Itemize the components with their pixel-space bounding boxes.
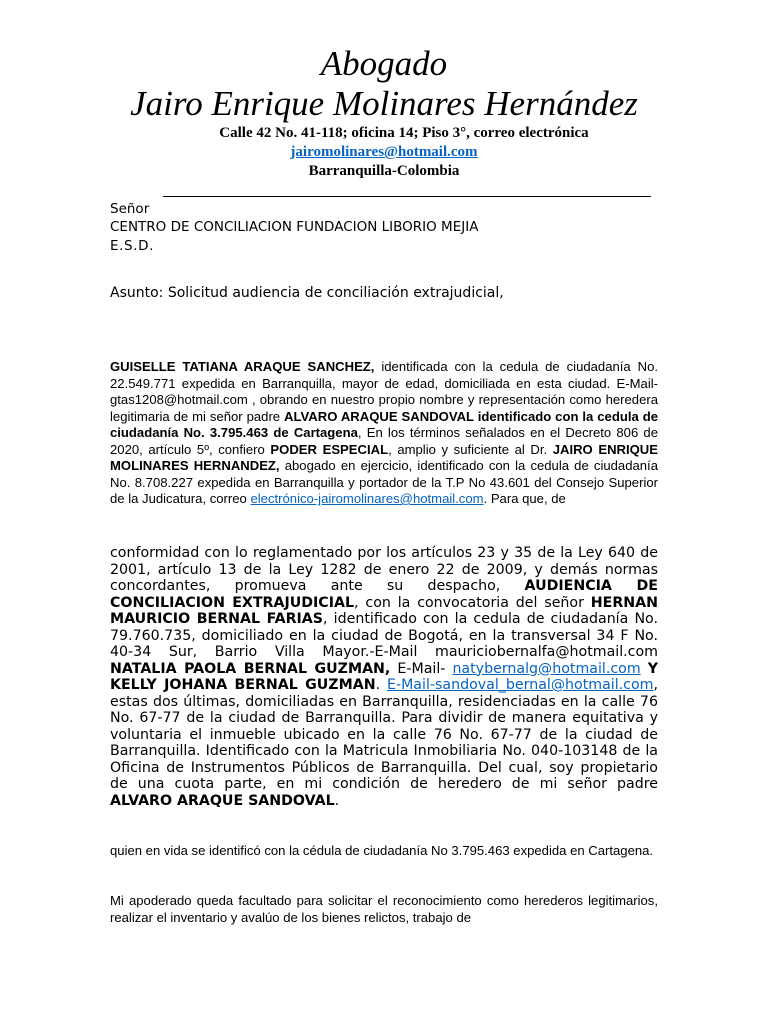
convened-kelly: Y KELLY JOHANA BERNAL GUZMAN [110, 660, 658, 693]
audiencia-title: AUDIENCIA DE CONCILIACION EXTRAJUDICIAL [110, 578, 659, 611]
attorney-email-link[interactable]: electrónico-jairomolinares@hotmail.com [250, 491, 484, 506]
header-divider [163, 196, 651, 197]
addressee-salutation: Señor [110, 201, 150, 217]
father-name: ALVARO ARAQUE SANDOVAL [110, 792, 335, 809]
p1-text-e: . Para que, de [483, 491, 566, 506]
p2-text-a: conformidad con lo reglamentado por los artículos 23 y 35 de la Ley 640 de 2001, artículo 13 de la Ley 1282 de enero 22 de 2009, y demás normas concordantes, promueva ante su despacho, [110, 545, 658, 594]
header-city: Barranquilla-Colombia [308, 163, 460, 179]
p1-text-d: abogado en ejercicio, identificado con la cedula de ciudadanía No. 8.708.227 expedida en Barranquilla y portador de la T.P No 43.601 del Consejo Superior de la Judicatura, correo [110, 458, 658, 506]
header-title-name: Jairo Enrique Molinares Hernández [130, 84, 638, 123]
header-address: Calle 42 No. 41-118; oficina 14; Piso 3°, correo electrónica [219, 125, 589, 141]
p2-text-b: , con la convocatoria del señor [354, 594, 591, 611]
grantor-name: GUISELLE TATIANA ARAQUE SANCHEZ, [110, 359, 375, 374]
p2-text-c: , identificado con la cedula de ciudadanía No. 79.760.735, domiciliado en la ciudad de Bogotá, en la transversal 34 F No. 40-34 Sur, Barrio Villa Mayor.-E-Mail mauriciobernalfa@hotmail.com [110, 611, 658, 660]
p1-text-b: , En los términos señalados en el Decreto 806 de 2020, artículo 5º, confiero [110, 425, 658, 457]
body-paragraph-3: quien en vida se identificó con la cédula de ciudadanía No 3.795.463 expedida en Cartagena. [110, 843, 654, 858]
attorney-name: JAIRO ENRIQUE MOLINARES HERNANDEZ, [110, 441, 658, 473]
p2-text-h: . [334, 792, 340, 809]
header-email [0, 143, 768, 161]
p2-text-e [641, 661, 648, 677]
convened-natalia: NATALIA PAOLA BERNAL GUZMAN, [110, 660, 391, 677]
p1-text-c: , amplio y suficiente al Dr. [388, 441, 553, 457]
body-paragraph-1 [110, 359, 658, 508]
body-paragraph-4: Mi apoderado queda facultado para solicitar el reconocimiento como herederos legitimarios, realizar el inventario y avalúo de los bienes relictos, trabajo de [110, 893, 658, 925]
addressee-organization: CENTRO DE CONCILIACION FUNDACION LIBORIO MEJIA [110, 219, 479, 235]
subject-line: Asunto: Solicitud audiencia de conciliación extrajudicial, [110, 285, 504, 301]
p2-text-d: E-Mail- [390, 660, 453, 677]
kelly-email-link[interactable]: E-Mail-sandoval_bernal@hotmail.com [386, 677, 654, 693]
body-paragraph-2 [110, 545, 658, 809]
header-email-link[interactable]: jairomolinares@hotmail.com [290, 144, 478, 160]
header-title-abogado: Abogado [320, 44, 448, 83]
poder-especial: PODER ESPECIAL [270, 441, 389, 457]
p1-text-a: identificada con la cedula de ciudadanía No. 22.549.771 expedida en Barranquilla, mayor de edad, domiciliada en esta ciudad. E-Mail- gtas1208@hotmail.com , obrando en nuestro propio nombre y representación como heredera legitimaria de mi señor padre [110, 359, 658, 424]
p2-text-g: , estas dos últimas, domiciliadas en Barranquilla, residenciadas en la calle 76 No. 67-77 de la ciudad de Barranquilla. Para dividir de manera equitativa y voluntaria el inmueble ubicado en la calle 76 No. 67-77 de la ciudad de Barranquilla. Identificado con la Matricula Inmobiliaria No. 040-103148 de la Oficina de Instrumentos Públicos de Barranquilla. Del cual, soy propietario de una cuota parte, en mi condición de heredero de mi señor padre [110, 677, 658, 792]
convened-hernan: HERNAN MAURICIO BERNAL FARIAS [110, 594, 659, 627]
p2-text-f: . [375, 677, 387, 693]
father-identification: ALVARO ARAQUE SANDOVAL identificado con la cedula de ciudadanía No. 3.795.463 de Cartagena [110, 408, 658, 440]
natalia-email-link[interactable]: natybernalg@hotmail.com [452, 660, 641, 677]
addressee-esd: E.S.D. [110, 238, 154, 254]
